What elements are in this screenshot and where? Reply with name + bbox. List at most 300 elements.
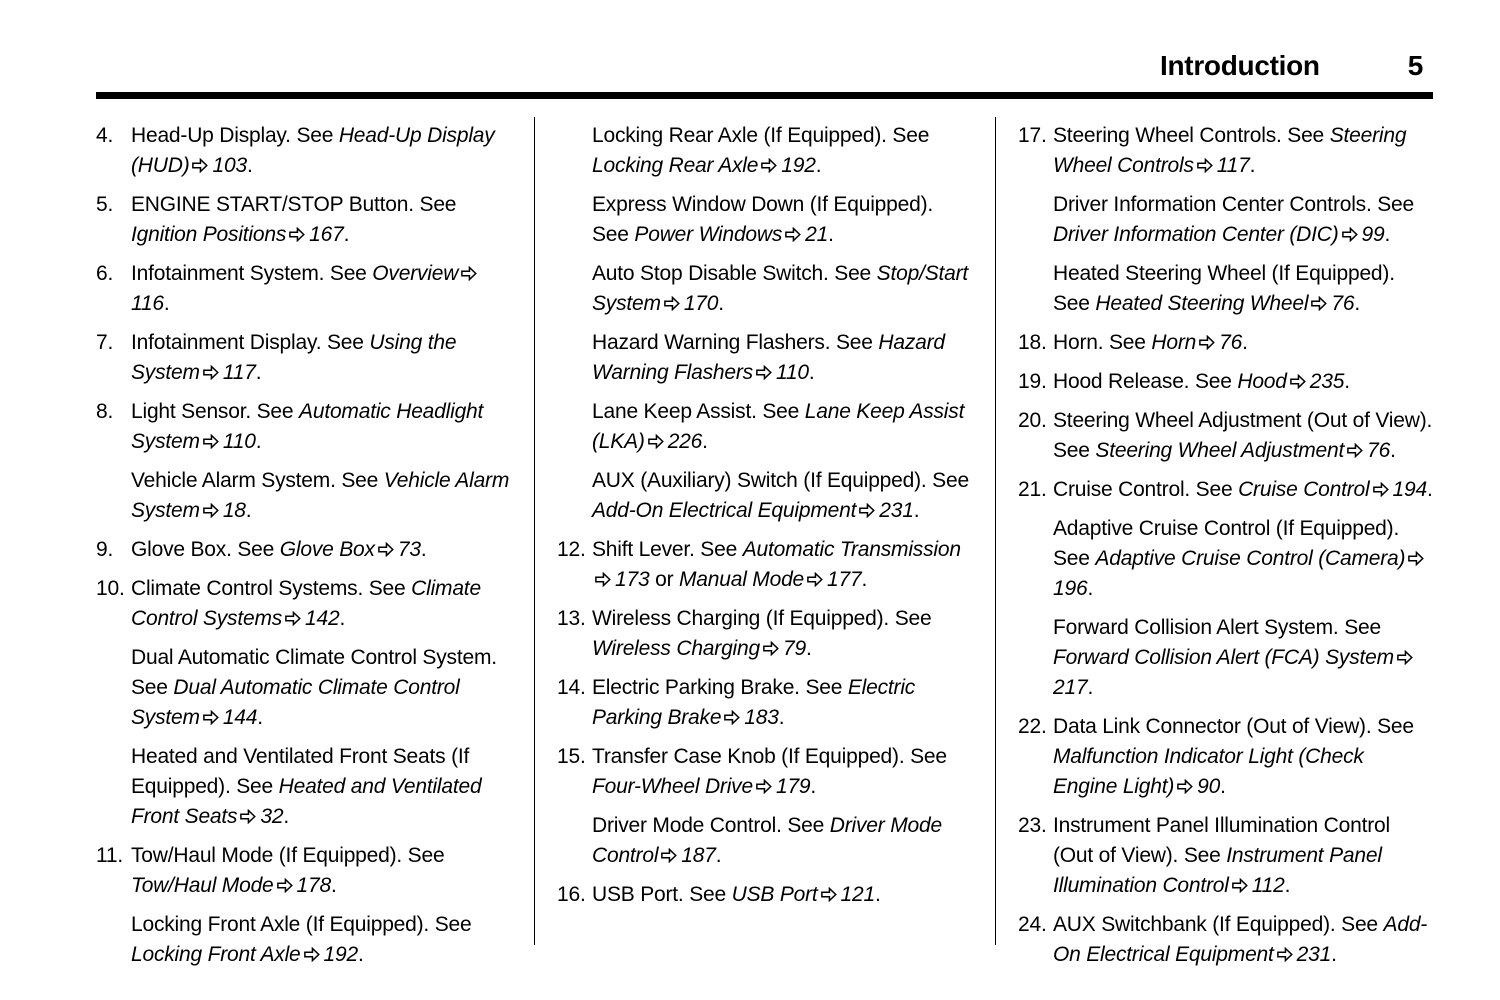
cross-reference: 183	[744, 706, 779, 729]
item-text-segment: Driver Mode Control. See	[592, 814, 830, 837]
page-jump-arrow-icon	[763, 641, 779, 656]
cross-reference: Dual Automatic Climate Control System	[131, 676, 460, 729]
item-number: 21.	[1018, 478, 1047, 501]
item-text-segment: Steering Wheel Controls. See	[1053, 124, 1330, 147]
cross-reference: 196	[1053, 577, 1088, 600]
cross-reference: 235	[1309, 370, 1345, 393]
list-subitem	[96, 466, 511, 526]
page-jump-arrow-icon	[1408, 551, 1424, 566]
item-number: 12.	[557, 538, 586, 561]
list-subitem	[1018, 259, 1433, 319]
cross-reference: Manual Mode	[679, 568, 805, 591]
list-subitem	[557, 466, 972, 526]
item-text-segment: AUX (Auxiliary) Switch (If Equipped). See	[592, 469, 969, 492]
item-text-segment: Glove Box. See	[131, 538, 280, 561]
page-title: Introduction	[1160, 50, 1320, 81]
item-text-segment: Transfer Case Knob (If Equipped). See	[592, 745, 947, 768]
cross-reference: 231	[879, 499, 914, 522]
cross-reference: 194	[1392, 478, 1427, 501]
page-jump-arrow-icon	[289, 227, 305, 242]
list-item	[557, 604, 972, 664]
page-jump-arrow-icon	[378, 542, 394, 557]
item-number: 15.	[557, 745, 586, 768]
cross-reference: 116	[131, 292, 164, 315]
item-text-segment: Horn. See	[1053, 331, 1152, 354]
cross-reference: Cruise Control	[1238, 478, 1370, 501]
list-item	[96, 841, 511, 901]
list-item	[96, 259, 511, 319]
cross-reference: 177	[827, 568, 862, 591]
item-text	[131, 328, 511, 388]
cross-reference: Using the System	[131, 331, 457, 384]
item-number	[1018, 259, 1053, 319]
item-text-segment: .	[778, 706, 785, 729]
item-text-segment: .	[1220, 775, 1226, 798]
list-item	[1018, 328, 1433, 358]
item-text-segment: Heated Steering Wheel (If Equipped). See	[1053, 262, 1395, 315]
page-jump-arrow-icon	[859, 503, 875, 518]
cross-reference: Automatic Transmission	[742, 538, 961, 561]
page-jump-arrow-icon	[1373, 482, 1389, 497]
item-text	[592, 121, 972, 181]
item-text-segment: Head-Up Display. See	[131, 124, 339, 147]
item-number: 6.	[96, 262, 114, 285]
list-item	[1018, 712, 1433, 802]
page-jump-arrow-icon	[285, 611, 301, 626]
page-jump-arrow-icon	[240, 809, 256, 824]
item-text	[131, 121, 511, 181]
item-text-segment: Instrument Panel Illumination Control (Out of View). See	[1053, 814, 1390, 867]
list-item	[96, 190, 511, 250]
item-text	[131, 643, 511, 733]
page-jump-arrow-icon	[664, 296, 680, 311]
cross-reference: 117	[222, 361, 256, 384]
item-text-segment: Locking Front Axle (If Equipped). See	[131, 913, 472, 936]
column-2	[557, 121, 972, 979]
item-text-segment: .	[875, 883, 881, 906]
list-item	[1018, 367, 1433, 397]
cross-reference: 76	[1331, 292, 1355, 315]
item-number	[1018, 190, 1053, 250]
item-number	[96, 910, 131, 970]
cross-reference: Steering Wheel Adjustment	[1095, 439, 1345, 462]
cross-reference: 79	[782, 637, 806, 660]
item-text	[1053, 406, 1433, 466]
item-text	[1053, 367, 1433, 397]
cross-reference: Heated Steering Wheel	[1095, 292, 1309, 315]
item-text-segment: Infotainment System. See	[131, 262, 373, 285]
item-text-segment: Dual Automatic Climate Control System. See	[131, 646, 497, 699]
item-text	[1053, 328, 1433, 358]
cross-reference: Hood	[1237, 370, 1287, 393]
item-text-segment: Hood Release. See	[1053, 370, 1238, 393]
cross-reference: 192	[781, 154, 816, 177]
page-header	[96, 50, 1433, 82]
item-number: 14.	[557, 676, 586, 699]
cross-reference: Overview	[372, 262, 459, 285]
cross-reference: Heated and Ventilated Front Seats	[131, 775, 482, 828]
item-number: 5.	[96, 193, 114, 216]
cross-reference: 73	[397, 538, 421, 561]
cross-reference: USB Port	[731, 883, 818, 906]
page-jump-arrow-icon	[1342, 227, 1358, 242]
item-text	[131, 397, 511, 457]
column-divider	[995, 117, 996, 945]
item-text	[131, 742, 511, 832]
item-text-segment: .	[1331, 943, 1337, 966]
item-text-segment: Climate Control Systems. See	[131, 577, 412, 600]
item-text	[131, 574, 511, 634]
item-text-segment: .	[358, 943, 364, 966]
item-text-segment: .	[331, 874, 337, 897]
cross-reference: Power Windows	[634, 223, 783, 246]
cross-reference: Ignition Positions	[131, 223, 287, 246]
cross-reference: Locking Rear Axle	[592, 154, 759, 177]
cross-reference: 170	[683, 292, 719, 315]
column-3	[1018, 121, 1433, 979]
item-number: 18.	[1018, 331, 1047, 354]
item-text	[131, 535, 511, 565]
page-jump-arrow-icon	[595, 572, 611, 587]
item-text-segment: Shift Lever. See	[592, 538, 743, 561]
cross-reference: 112	[1251, 874, 1285, 897]
item-text-segment: Tow/Haul Mode (If Equipped). See	[131, 844, 445, 867]
item-text	[592, 328, 972, 388]
page-jump-arrow-icon	[203, 365, 219, 380]
page-jump-arrow-icon	[1197, 158, 1213, 173]
item-text	[592, 397, 972, 457]
list-item	[557, 535, 972, 595]
item-number	[96, 742, 131, 832]
item-number	[557, 121, 592, 181]
item-text-segment: .	[339, 607, 346, 630]
content-columns	[96, 121, 1433, 979]
item-text-segment: .	[861, 568, 868, 591]
cross-reference: 226	[667, 430, 703, 453]
page-jump-arrow-icon	[1232, 878, 1248, 893]
list-subitem	[557, 190, 972, 250]
item-number	[1018, 514, 1053, 604]
page-jump-arrow-icon	[203, 434, 219, 449]
item-text-segment: USB Port. See	[592, 883, 732, 906]
cross-reference: 231	[1296, 943, 1332, 966]
item-number: 9.	[96, 538, 114, 561]
cross-reference: 32	[260, 805, 284, 828]
cross-reference: 217	[1053, 676, 1088, 699]
item-text-segment: .	[257, 706, 263, 729]
page-jump-arrow-icon	[1311, 296, 1327, 311]
page-jump-arrow-icon	[1277, 947, 1293, 962]
list-subitem	[1018, 190, 1433, 250]
page-jump-arrow-icon	[203, 710, 219, 725]
page-jump-arrow-icon	[785, 227, 801, 242]
cross-reference: Driver Information Center (DIC)	[1053, 223, 1339, 246]
item-text	[592, 604, 972, 664]
cross-reference: 192	[323, 943, 358, 966]
cross-reference: 173	[615, 568, 650, 591]
item-text-segment: .	[1344, 370, 1350, 393]
item-number: 10.	[96, 577, 125, 600]
item-text-segment: Driver Information Center Controls. See	[1053, 193, 1415, 216]
list-item	[557, 880, 972, 910]
page-jump-arrow-icon	[821, 887, 837, 902]
list-item	[1018, 121, 1433, 181]
list-item	[1018, 910, 1433, 970]
item-text-segment: .	[815, 154, 822, 177]
item-number: 11.	[96, 844, 124, 867]
list-item	[1018, 475, 1433, 505]
cross-reference: 21	[805, 223, 829, 246]
item-text	[1053, 475, 1433, 505]
item-number: 20.	[1018, 409, 1047, 432]
item-text	[1053, 121, 1433, 181]
item-text-segment: .	[702, 430, 708, 453]
item-text-segment: .	[1087, 577, 1094, 600]
page-jump-arrow-icon	[1397, 650, 1413, 665]
item-text-segment: .	[808, 361, 815, 384]
item-text-segment: .	[715, 844, 722, 867]
manual-page	[96, 0, 1433, 979]
item-text-segment: Light Sensor. See	[131, 400, 300, 423]
cross-reference: Vehicle Alarm System	[131, 469, 510, 522]
cross-reference: 99	[1361, 223, 1385, 246]
item-text-segment: .	[1087, 676, 1094, 699]
item-text	[592, 535, 972, 595]
cross-reference: 110	[775, 361, 809, 384]
item-text-segment: or	[649, 568, 679, 591]
item-text-segment: .	[163, 292, 170, 315]
item-text	[131, 841, 511, 901]
list-item	[557, 673, 972, 733]
item-text-segment: .	[913, 499, 920, 522]
cross-reference: Steering Wheel Controls	[1053, 124, 1407, 177]
item-number: 13.	[557, 607, 586, 630]
item-text	[1053, 190, 1433, 250]
list-item	[96, 535, 511, 565]
item-number	[557, 328, 592, 388]
item-text-segment: .	[245, 499, 252, 522]
item-number	[557, 259, 592, 319]
page-jump-arrow-icon	[1347, 443, 1363, 458]
item-text	[131, 910, 511, 970]
cross-reference: 90	[1197, 775, 1221, 798]
page-jump-arrow-icon	[807, 572, 823, 587]
item-text	[131, 466, 511, 526]
cross-reference: Glove Box	[279, 538, 375, 561]
item-text-segment: Locking Rear Axle (If Equipped). See	[592, 124, 930, 147]
list-item	[96, 397, 511, 457]
item-text-segment: Forward Collision Alert System. See	[1053, 616, 1381, 639]
header-rule	[96, 92, 1433, 99]
item-text-segment: Express Window Down (If Equipped). See	[592, 193, 934, 246]
item-text	[592, 673, 972, 733]
item-text-segment: .	[1390, 439, 1396, 462]
item-text-segment: Adaptive Cruise Control (If Equipped). See	[1053, 517, 1400, 570]
list-item	[96, 121, 511, 181]
list-item	[1018, 406, 1433, 466]
item-text-segment: Steering Wheel Adjustment (Out of View). See	[1053, 409, 1433, 462]
list-subitem	[557, 328, 972, 388]
item-text	[131, 190, 511, 250]
cross-reference: Four-Wheel Drive	[592, 775, 753, 798]
item-text-segment: Heated and Ventilated Front Seats (If Equipped). See	[131, 745, 470, 798]
cross-reference: 76	[1219, 331, 1243, 354]
item-text	[1053, 514, 1433, 604]
item-text-segment: Wireless Charging (If Equipped). See	[592, 607, 932, 630]
item-number	[557, 190, 592, 250]
item-text-segment: .	[283, 805, 289, 828]
cross-reference: Malfunction Indicator Light (Check Engine Light)	[1053, 745, 1364, 798]
item-number	[96, 466, 131, 526]
cross-reference: Horn	[1151, 331, 1197, 354]
cross-reference: Instrument Panel Illumination Control	[1053, 844, 1382, 897]
item-text-segment: Vehicle Alarm System. See	[131, 469, 384, 492]
item-text-segment: Lane Keep Assist. See	[592, 400, 805, 423]
page-number: 5	[1407, 50, 1423, 81]
cross-reference: Locking Front Axle	[131, 943, 301, 966]
item-text-segment: Hazard Warning Flashers. See	[592, 331, 879, 354]
cross-reference: 179	[775, 775, 811, 798]
item-text-segment: .	[828, 223, 834, 246]
list-subitem	[96, 742, 511, 832]
item-text	[592, 466, 972, 526]
list-subitem	[1018, 613, 1433, 703]
list-subitem	[96, 643, 511, 733]
item-text-segment: ENGINE START/STOP Button. See	[131, 193, 457, 216]
cross-reference: 144	[222, 706, 258, 729]
item-number	[96, 643, 131, 733]
item-text	[1053, 712, 1433, 802]
cross-reference: Adaptive Cruise Control (Camera)	[1095, 547, 1406, 570]
item-text-segment: Cruise Control. See	[1053, 478, 1239, 501]
item-text	[592, 811, 972, 871]
cross-reference: 178	[296, 874, 331, 897]
item-number: 4.	[96, 124, 114, 147]
list-item	[96, 574, 511, 634]
column-divider	[534, 117, 535, 945]
cross-reference: Head-Up Display (HUD)	[131, 124, 495, 177]
item-text-segment: Auto Stop Disable Switch. See	[592, 262, 877, 285]
item-text-segment: .	[1284, 874, 1291, 897]
item-text-segment: .	[255, 430, 262, 453]
cross-reference: 103	[212, 154, 247, 177]
item-text-segment: .	[246, 154, 253, 177]
item-number	[1018, 613, 1053, 703]
page-jump-arrow-icon	[304, 947, 320, 962]
page-jump-arrow-icon	[648, 434, 664, 449]
page-jump-arrow-icon	[277, 878, 293, 893]
cross-reference: 142	[305, 607, 340, 630]
item-number: 22.	[1018, 715, 1047, 738]
item-text	[592, 259, 972, 319]
item-text-segment: .	[718, 292, 724, 315]
cross-reference: 121	[840, 883, 875, 906]
cross-reference: Wireless Charging	[592, 637, 760, 660]
item-text-segment: .	[343, 223, 350, 246]
cross-reference: Hazard Warning Flashers	[592, 331, 945, 384]
page-jump-arrow-icon	[1290, 374, 1306, 389]
item-text-segment: Infotainment Display. See	[131, 331, 370, 354]
item-text-segment: .	[255, 361, 262, 384]
item-number	[557, 397, 592, 457]
list-subitem	[557, 259, 972, 319]
page-jump-arrow-icon	[461, 266, 477, 281]
item-text	[592, 880, 972, 910]
page-jump-arrow-icon	[661, 848, 677, 863]
page-jump-arrow-icon	[203, 503, 219, 518]
list-subitem	[96, 910, 511, 970]
cross-reference: 110	[222, 430, 256, 453]
list-item	[557, 742, 972, 802]
list-item	[1018, 811, 1433, 901]
item-text	[1053, 613, 1433, 703]
cross-reference: Tow/Haul Mode	[131, 874, 274, 897]
list-subitem	[1018, 514, 1433, 604]
item-number: 19.	[1018, 370, 1047, 393]
page-jump-arrow-icon	[1177, 779, 1193, 794]
page-jump-arrow-icon	[192, 158, 208, 173]
item-number: 7.	[96, 331, 114, 354]
item-text	[1053, 910, 1433, 970]
cross-reference: Forward Collision Alert (FCA) System	[1053, 646, 1394, 669]
item-text-segment: .	[1242, 331, 1248, 354]
item-number: 16.	[557, 883, 586, 906]
item-text-segment: .	[420, 538, 427, 561]
list-subitem	[557, 121, 972, 181]
item-number: 8.	[96, 400, 114, 423]
item-text	[1053, 259, 1433, 319]
item-text-segment: .	[1426, 478, 1433, 501]
cross-reference: Electric Parking Brake	[592, 676, 916, 729]
list-item	[96, 328, 511, 388]
cross-reference: Add-On Electrical Equipment	[592, 499, 857, 522]
cross-reference: Stop/Start System	[592, 262, 969, 315]
item-text-segment: .	[805, 637, 812, 660]
column-1	[96, 121, 511, 979]
item-text-segment: AUX Switchbank (If Equipped). See	[1053, 913, 1384, 936]
item-text-segment: Data Link Connector (Out of View). See	[1053, 715, 1414, 738]
item-text	[1053, 811, 1433, 901]
page-jump-arrow-icon	[761, 158, 777, 173]
list-subitem	[557, 397, 972, 457]
item-text-segment: Electric Parking Brake. See	[592, 676, 848, 699]
item-number: 17.	[1018, 124, 1047, 147]
cross-reference: Lane Keep Assist (LKA)	[592, 400, 965, 453]
item-number	[557, 466, 592, 526]
page-jump-arrow-icon	[1199, 335, 1215, 350]
cross-reference: 167	[309, 223, 344, 246]
item-text	[131, 259, 511, 319]
cross-reference: 117	[1216, 154, 1250, 177]
item-text-segment: .	[1384, 223, 1391, 246]
list-subitem	[557, 811, 972, 871]
page-jump-arrow-icon	[756, 779, 772, 794]
item-text	[592, 742, 972, 802]
cross-reference: Climate Control Systems	[131, 577, 481, 630]
item-text	[592, 190, 972, 250]
cross-reference: Driver Mode Control	[592, 814, 942, 867]
item-number	[557, 811, 592, 871]
cross-reference: 18	[222, 499, 246, 522]
cross-reference: 76	[1367, 439, 1391, 462]
cross-reference: Add-On Electrical Equipment	[1053, 913, 1428, 966]
cross-reference: Automatic Headlight System	[131, 400, 484, 453]
cross-reference: 187	[681, 844, 716, 867]
item-number: 24.	[1018, 913, 1047, 936]
item-number: 23.	[1018, 814, 1047, 837]
page-jump-arrow-icon	[724, 710, 740, 725]
page-jump-arrow-icon	[756, 365, 772, 380]
